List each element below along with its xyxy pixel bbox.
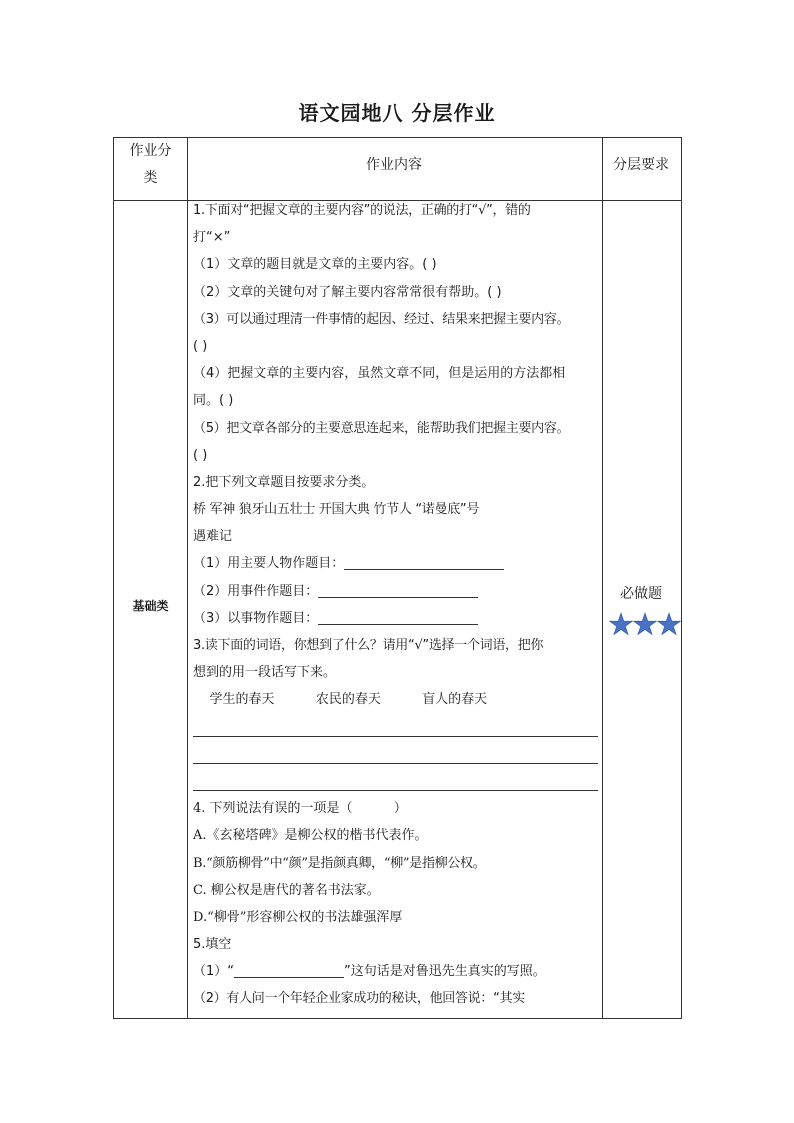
- answer-blank[interactable]: [318, 582, 478, 598]
- page-title: 语文园地八 分层作业: [298, 101, 496, 125]
- q2-item-2-label: （2）用事件作题目：: [193, 583, 319, 599]
- q1-item-3-answer: ( ): [193, 338, 208, 354]
- header-content: 作业内容: [366, 157, 422, 173]
- q1-item-1: （1）文章的题目就是文章的主要内容。( ): [193, 257, 437, 273]
- writing-line[interactable]: [193, 768, 598, 795]
- q2-item-3-label: （3）以事物作题目：: [193, 610, 319, 626]
- q2-item-1: [193, 550, 598, 577]
- q2-item-1-label: （1）用主要人物作题目：: [193, 556, 345, 572]
- homework-content: [193, 197, 598, 1013]
- q5-item-1-prefix: （1）“: [193, 964, 235, 980]
- q5-item-1: [193, 958, 598, 985]
- q5-item-1-suffix: ”这句话是对鲁迅先生真实的写照。: [344, 964, 546, 980]
- q1-item-2: （2）文章的关键句对了解主要内容常常很有帮助。( ): [193, 284, 502, 300]
- q1-item-5: （5）把文章各部分的主要意思连起来，能帮助我们把握主要内容。: [193, 420, 570, 436]
- q2-titles: 桥 军神 狼牙山五壮士 开国大典 竹节人 “诺曼底”号: [193, 502, 480, 518]
- star-icon: [658, 613, 681, 635]
- q1-stem: 1.下面对“把握文章的主要内容”的说法，正确的打“√”，错的: [193, 203, 531, 218]
- q2-stem: 2.把下列文章题目按要求分类。: [193, 474, 375, 490]
- q1-stem-cont: 打“×”: [193, 230, 231, 246]
- q4-stem: 4. 下列说法有误的一项是（ ）: [193, 801, 407, 817]
- star-icon: [634, 613, 657, 635]
- writing-line[interactable]: [193, 741, 598, 768]
- star-icon: [610, 613, 633, 635]
- answer-blank[interactable]: [318, 609, 478, 625]
- header-category: [114, 138, 187, 192]
- category-label: 基础类: [132, 599, 169, 613]
- q1-item-4: （4）把握文章的主要内容，虽然文章不同，但是运用的方法都相: [193, 366, 566, 382]
- q3-words: 学生的春天 农民的春天 盲人的春天: [193, 692, 488, 708]
- column-divider: [187, 138, 188, 1018]
- q4-option-d: D.“柳骨”形容柳公权的书法雄强浑厚: [193, 909, 403, 925]
- q4-option-b: B.“颜筋柳骨”中“颜”是指颜真卿，“柳”是指柳公权。: [193, 855, 486, 871]
- requirement-label: 必做题: [620, 586, 662, 602]
- q3-stem: 3.读下面的词语，你想到了什么？请用“√”选择一个词语，把你: [193, 638, 544, 653]
- answer-blank[interactable]: [344, 554, 504, 570]
- q1-item-3: （3）可以通过理清一件事情的起因、经过、结果来把握主要内容。: [193, 311, 570, 327]
- q4-option-c: C. 柳公权是唐代的著名书法家。: [193, 882, 380, 898]
- q4-option-a: A.《玄秘塔碑》是柳公权的楷书代表作。: [193, 828, 428, 844]
- writing-line[interactable]: [193, 714, 598, 741]
- header-category-line1: 作业分: [129, 143, 172, 159]
- header-requirement: 分层要求: [613, 157, 669, 173]
- q5-item-2: （2）有人问一个年轻企业家成功的秘诀，他回答说：“其实: [193, 991, 525, 1007]
- q2-item-2: [193, 578, 598, 605]
- q5-stem: 5.填空: [193, 937, 232, 953]
- q2-item-3: [193, 605, 598, 632]
- answer-blank[interactable]: [234, 962, 344, 978]
- q1-item-5-answer: ( ): [193, 447, 208, 463]
- difficulty-stars: [609, 611, 681, 639]
- q3-stem-cont: 想到的用一段话写下来。: [193, 665, 337, 681]
- column-divider: [602, 138, 603, 1018]
- header-category-line2: 类: [143, 170, 158, 186]
- q2-titles-cont: 遇难记: [193, 529, 233, 545]
- q1-item-4-cont: 同。( ): [193, 393, 234, 409]
